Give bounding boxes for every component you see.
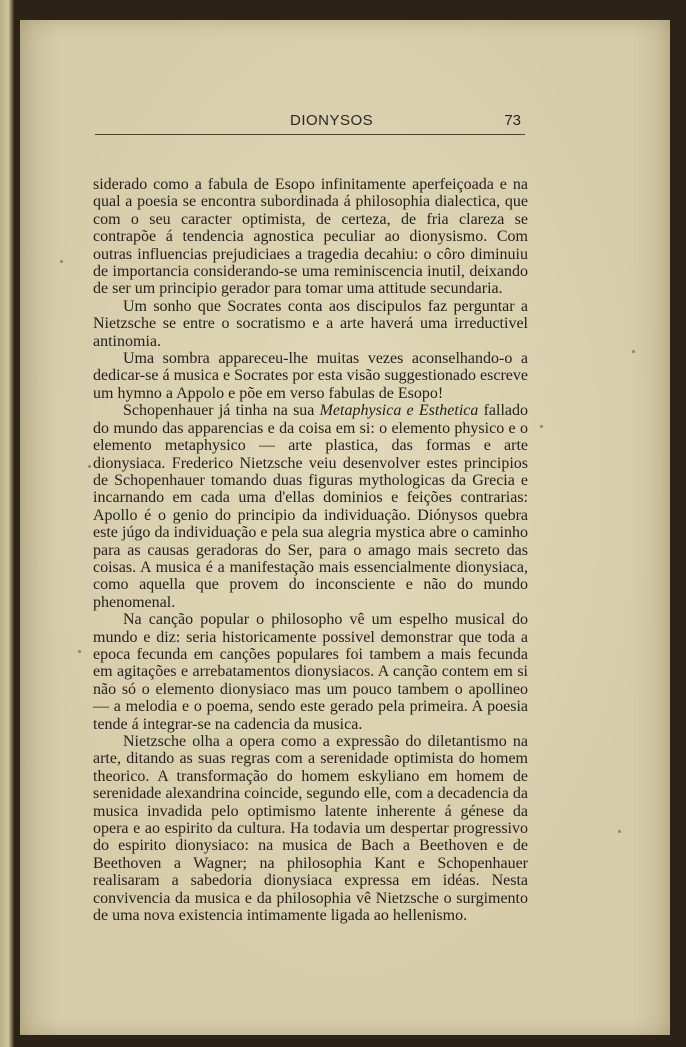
- page-header: [95, 112, 525, 135]
- paper-speck: [632, 350, 635, 353]
- paragraph: Na canção popular o philosopho vê um espelho musical do mundo e diz: seria historicamente possivel demonstrar que toda a epoca fecunda em canções populares foi tambem a mais fecunda em agitações e arrebatamentos dionysiacos. A canção contem em si não só o elemento dionysiaco mas um pouco tambem o apollineo — a melodia e o poema, sendo este gerado pela primeira. A poesia tende á integrar-se na cadencia da musica.: [93, 611, 528, 733]
- paragraph-text: fallado do mundo das apparencias e da coisa em si: o elemento physico e o elemento metaphysico — arte plastica, das formas e arte dionysiaca. Frederico Nietzsche veiu desenvolver estes principios de Schopenhauer tomando duas figuras mythologicas da Grecia e incarnando em cada uma d'ellas dominios e feições contrarias: Apollo é o genio do principio da individuação. Diónysos quebra este júgo da individuação e pela sua alegria mystica abre o caminho para as causas geradoras do Ser, para o amago mais secreto das coisas. A musica é a manifestação mais essencialmente dionysiaca, como aquella que provem do inconsciente e não do mundo phenomenal.: [93, 402, 529, 611]
- paragraph: [93, 402, 528, 611]
- paragraph: Nietzsche olha a opera como a expressão do diletantismo na arte, ditando as suas regras com a serenidade optimista do homem theorico. A transformação do homem eskyliano em homem de serenidade alexandrina coincide, segundo elle, com a decadencia da musica invadida pelo optimismo latente inherente á génese da opera e ao espirito da cultura. Ha todavia um despertar progressivo do espirito dionysiaco: na musica de Bach a Beethoven e de Beethoven a Wagner; na philosophia Kant e Schopenhauer realisaram a sabedoria dionysiaca expressa em idéas. Nesta convivencia da musica e da philosophia vê Nietzsche o surgimento de uma nova existencia intimamente ligada ao hellenismo.: [93, 733, 528, 925]
- paper-speck: [78, 650, 81, 653]
- paper-speck: [540, 425, 543, 428]
- paper-speck: [60, 260, 63, 263]
- paragraph-text: Schopenhauer já tinha na sua: [123, 402, 320, 420]
- running-title: DIONYSOS: [290, 112, 374, 129]
- paper-speck: [88, 465, 91, 468]
- paragraph: siderado como a fabula de Esopo infinitamente aperfeiçoada e na qual a poesia se encontra subordinada á philosophia dialectica, que com o seu caracter optimista, de certeza, de fria clareza se contrapõe á tendencia agnostica peculiar ao dionysismo. Com outras influencias prejudiciaes a tragedia decahiu: o côro diminuiu de importancia considerando-se uma reminiscencia inutil, deixando de ser um principio gerador para tomar uma attitude secundaria.: [93, 176, 528, 298]
- page-number: 73: [504, 112, 521, 129]
- book-title: Metaphysica e Esthetica: [319, 402, 479, 420]
- previous-page-edge: [0, 0, 14, 1047]
- paragraph: Uma sombra appareceu-lhe muitas vezes aconselhando-o a dedicar-se á musica e Socrates por esta visão suggestionado escreve um hymno a Appolo e põe em verso fabulas de Esopo!: [93, 350, 528, 402]
- paper-speck: [618, 830, 621, 833]
- body-text: [93, 176, 528, 924]
- paragraph: Um sonho que Socrates conta aos discipulos faz perguntar a Nietzsche se entre o socratismo e a arte haverá uma irreductivel antinomia.: [93, 297, 528, 350]
